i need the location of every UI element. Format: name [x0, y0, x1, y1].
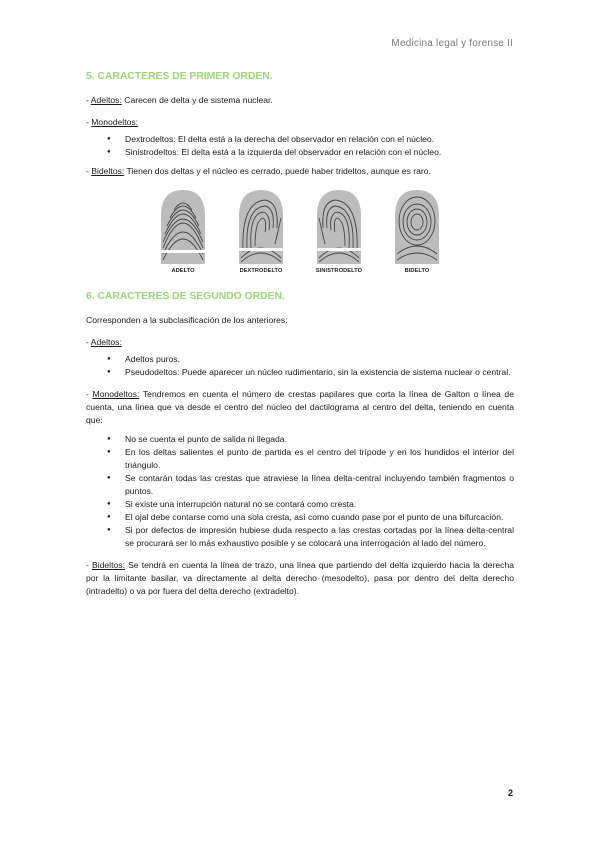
term-monodeltos-2: Monodeltos:	[92, 389, 140, 399]
dash: -	[86, 560, 92, 570]
fingerprint-sinistrodelto	[307, 188, 371, 274]
fingerprint-dextrodelto-image	[235, 188, 287, 264]
adeltos-2-paragraph	[86, 336, 514, 349]
list-item: ● Pseudodeltos: Puede aparecer un núcleo rudimentario, sin la existencia de sistema nuclear o central.	[107, 366, 514, 379]
monodeltos-2-paragraph	[86, 388, 514, 427]
caption-adelto: ADELTO	[171, 268, 195, 274]
fingerprint-bidelto	[385, 188, 449, 274]
page-content	[86, 70, 514, 598]
dash: -	[86, 337, 91, 347]
monodeltos-paragraph	[86, 116, 514, 129]
running-header: Medicina legal y forense II	[391, 38, 513, 49]
list-item: ● Sinistrodeltos: El delta está a la izquierda del observador en relación con el núcleo.	[107, 146, 514, 159]
caption-sinistrodelto: SINISTRODELTO	[315, 268, 363, 274]
section-6-intro: Corresponden a la subclasificación de los anteriores:	[86, 315, 288, 325]
section-6-title: 6. CARACTERES DE SEGUNDO ORDEN.	[86, 290, 285, 302]
term-bideltos-2: Bideltos:	[91, 560, 125, 570]
bideltos-paragraph	[86, 165, 514, 178]
fingerprint-sinistrodelto-image	[313, 188, 365, 264]
list-item: ● Se contarán todas las crestas que atraviese la línea delta-central incluyendo también fragmentos o puntos.	[107, 472, 514, 498]
bideltos-2-paragraph	[86, 559, 514, 598]
caption-dextrodelto: DEXTRODELTO	[239, 268, 283, 274]
fingerprint-dextrodelto	[229, 188, 293, 274]
fingerprint-adelto	[151, 188, 215, 274]
term-adeltos-2: Adeltos:	[90, 337, 122, 347]
list-item: ● Si por defectos de impresión hubiese duda respecto a las crestas cortadas por la línea delta-central se procurará ser lo más exhaustivo posible y se colocará una interrogación al lado del número.	[107, 524, 514, 550]
list-item: ● Dextrodeltos: El delta está a la derecha del observador en relación con el núcleo.	[107, 133, 514, 146]
section-5-title: 5. CARACTERES DE PRIMER ORDEN.	[86, 70, 273, 82]
monodeltos-2-text: Tendremos en cuenta el número de crestas papilares que corta la línea de Galton o línea de cuenta, una línea que va desde el centro del núcleo del dactilograma al centro del delta, teniendo en cuenta que:	[86, 389, 514, 425]
bideltos-text: Tienen dos deltas y el núcleo es cerrado, puede haber trideltos, aunque es raro.	[124, 166, 431, 176]
fingerprint-figure	[86, 188, 514, 274]
term-bideltos: Bideltos:	[91, 166, 125, 176]
page-number: 2	[507, 788, 513, 798]
list-item: ● En los deltas salientes el punto de partida es el centro del trípode y en los hundidos el interior del triángulo.	[107, 446, 514, 472]
adeltos-paragraph	[86, 94, 514, 107]
term-monodeltos: Monodeltos:	[91, 117, 139, 127]
list-item: ● El ojal debe contarse como una sola cresta, así como cuando pase por el punto de una bifurcación.	[107, 511, 514, 524]
caption-bidelto: BIDELTO	[404, 268, 430, 274]
dash: -	[86, 389, 93, 399]
monodeltos-2-list	[86, 433, 514, 550]
adeltos-text: Carecen de delta y de sistema nuclear.	[121, 95, 273, 105]
dash: -	[86, 166, 92, 176]
adeltos-2-list	[86, 353, 514, 379]
list-item: ● No se cuenta el punto de salida ni llegada.	[107, 433, 514, 446]
term-adeltos: Adeltos:	[90, 95, 122, 105]
dash: -	[86, 95, 91, 105]
monodeltos-list	[86, 133, 514, 159]
fingerprint-bidelto-image	[391, 188, 443, 264]
bideltos-2-text: Se tendrá en cuenta la línea de trazo, una línea que partiendo del delta izquierdo hacia la derecha por la limitante basilar, va directamente al delta derecho (mesodelto), pasa por dentro del delta derecho (intradelto) o va por fuera del delta derecho (extradelto).	[86, 560, 515, 596]
fingerprint-adelto-image	[157, 188, 209, 264]
list-item: ● Adeltos puros.	[107, 353, 514, 366]
list-item: ● Si existe una interrupción natural no se contará como cresta.	[107, 498, 514, 511]
dash: -	[86, 117, 92, 127]
